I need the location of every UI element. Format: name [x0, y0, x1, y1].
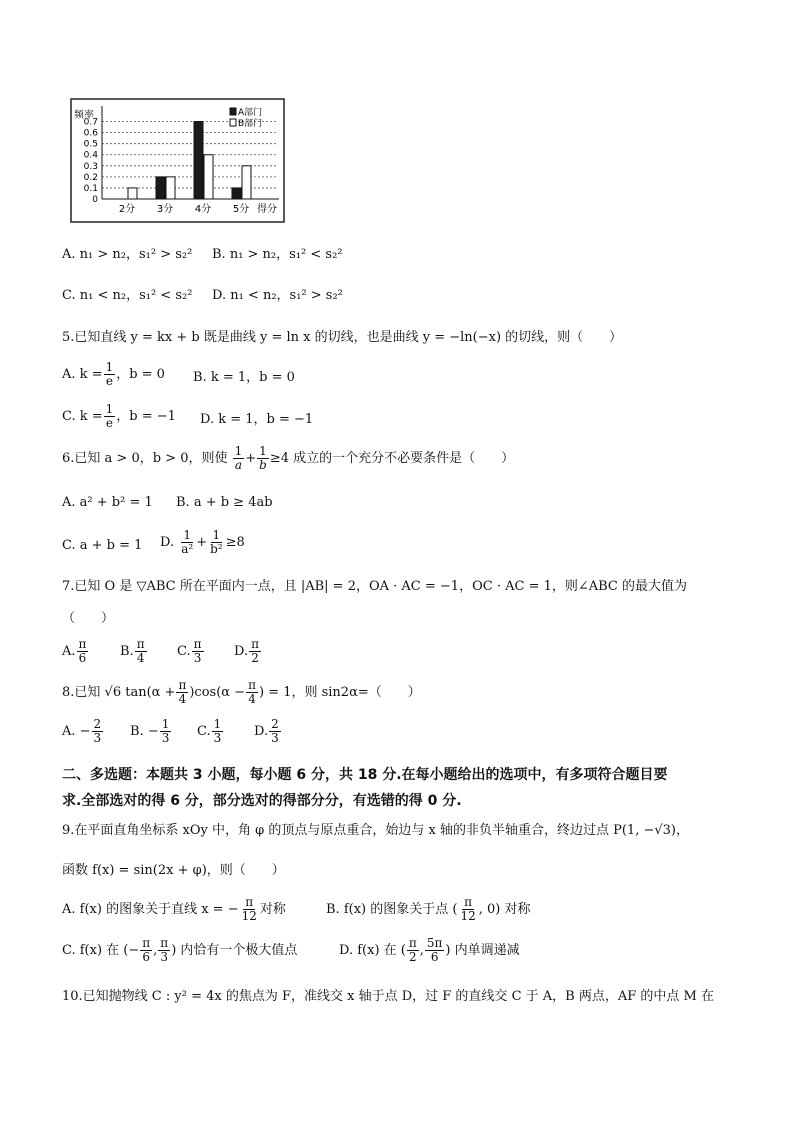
y-tick-label: 0.7 [83, 117, 98, 128]
bar-B部门-2分 [128, 188, 137, 199]
q4-option-c: C. n₁ < n₂，s₁² < s₂² [62, 288, 193, 303]
q5-option-d: D. k = 1，b = −1 [200, 412, 314, 427]
q9-stem-line2: 函数 f(x) = sin(2x + φ)，则（ ） [62, 863, 285, 878]
bar-A部门-5分 [232, 188, 241, 199]
q10-stem-line1: 10.已知抛物线 C : y² = 4x 的焦点为 F，准线交 x 轴于点 D，过 F 的直线交 C 于 A，B 两点，AF 的中点 M 在 [62, 989, 714, 1004]
y-tick-label: 0.6 [83, 128, 98, 139]
legend-label: A部门 [238, 108, 263, 118]
q5-option-a: A. k = $\frac{1}{e}$ ，b = 0 [62, 360, 165, 388]
frequency-bar-chart [70, 98, 285, 223]
y-tick-label: 0.2 [83, 172, 98, 183]
bar-B部门-5分 [242, 166, 251, 199]
x-tick-label: 5分 [232, 204, 250, 215]
q7-option-c: C. $\frac{\pi}{3}$ [177, 637, 202, 665]
q6-option-c: C. a + b = 1 [62, 538, 143, 553]
q9-option-b: B. f(x) 的图象关于点 ( $\frac{\pi}{12}$ , 0) 对称 [326, 895, 531, 923]
q8-option-d: D. $\frac{2}{3}$ [254, 717, 279, 745]
q5-option-c: C. k = $\frac{1}{e}$ ，b = −1 [62, 402, 176, 430]
legend-swatch [230, 119, 236, 126]
y-tick-label: 0 [92, 195, 98, 205]
y-axis-label: 频率 [74, 110, 94, 121]
q9-stem-line1: 9.在平面直角坐标系 xOy 中，角 φ 的顶点与原点重合，始边与 x 轴的非负半轴重合，终边过点 P(1, −√3)， [62, 823, 689, 838]
q8-option-c: C. $\frac{1}{3}$ [197, 717, 222, 745]
q8-option-a: A. − $\frac{2}{3}$ [62, 717, 102, 745]
q4-option-d: D. n₁ < n₂，s₁² > s₂² [212, 288, 343, 303]
q8-stem: 8.已知 √6 tan(α + $\frac{\pi}{4}$ )cos(α − $\frac{\pi}{4}$ ) = 1，则 sin2α=（ ） [62, 678, 421, 706]
q8-option-b: B. − $\frac{1}{3}$ [130, 717, 170, 745]
q6-option-b: B. a + b ≥ 4ab [176, 495, 273, 510]
bar-A部门-4分 [194, 122, 203, 199]
x-tick-label: 3分 [156, 204, 174, 215]
legend-label: B部门 [238, 119, 263, 129]
section-heading-line1: 二、多选题：本题共 3 小题，每小题 6 分，共 18 分.在每小题给出的选项中，有多项符合题目要 [62, 767, 668, 783]
bar-A部门-3分 [156, 177, 165, 199]
q7-paren: （ ） [62, 611, 115, 626]
q7-option-a: A. $\frac{\pi}{6}$ [62, 637, 87, 665]
q7-stem: 7.已知 O 是 ▽ABC 所在平面内一点，且 |AB| = 2，OA · AC = −1，OC · AC = 1，则∠ABC 的最大值为 [62, 579, 687, 594]
y-tick-label: 0.1 [83, 183, 98, 194]
q9-option-a: A. f(x) 的图象关于直线 x = − $\frac{\pi}{12}$ 对称 [62, 895, 286, 923]
y-tick-label: 0.5 [83, 139, 98, 150]
q9-option-c: C. f(x) 在 (− $\frac{\pi}{6}$ , $\frac{\pi}{3}$ ) 内恰有一个极大值点 [62, 936, 298, 964]
q4-option-a: A. n₁ > n₂，s₁² > s₂² [62, 247, 193, 262]
q6-option-d: D. $\frac{1}{\text{a²}}$ + $\frac{1}{\text{b²}}$ ≥8 [160, 528, 245, 556]
x-tick-label: 2分 [118, 204, 136, 215]
q5-option-b: B. k = 1，b = 0 [193, 370, 295, 385]
y-tick-label: 0.3 [83, 161, 98, 172]
bar-B部门-4分 [204, 155, 213, 199]
q4-option-b: B. n₁ > n₂，s₁² < s₂² [212, 247, 343, 262]
bar-B部门-3分 [166, 177, 175, 199]
x-tick-label: 4分 [194, 204, 212, 215]
y-tick-label: 0.4 [83, 150, 98, 161]
q9-option-d: D. f(x) 在 ( $\frac{\pi}{2}$ , $\frac{5\pi}{6}$ ) 内单调递减 [339, 936, 520, 964]
section-heading-line2: 求.全部选对的得 6 分，部分选对的得部分分，有选错的得 0 分. [62, 793, 462, 809]
q6-option-a: A. a² + b² = 1 [62, 495, 153, 510]
legend-swatch [230, 108, 236, 115]
q6-stem: 6.已知 a > 0，b > 0，则使 $\frac{1}{a}$ + $\frac{1}{b}$ ≥4 成立的一个充分不必要条件是（ ） [62, 444, 515, 472]
q7-option-b: B. $\frac{\pi}{4}$ [120, 637, 145, 665]
q7-option-d: D. $\frac{\pi}{2}$ [234, 637, 259, 665]
q5-stem: 5.已知直线 y = kx + b 既是曲线 y = ln x 的切线，也是曲线 y = −ln(−x) 的切线，则（ ） [62, 330, 623, 345]
x-axis-label: 得分 [257, 204, 277, 215]
